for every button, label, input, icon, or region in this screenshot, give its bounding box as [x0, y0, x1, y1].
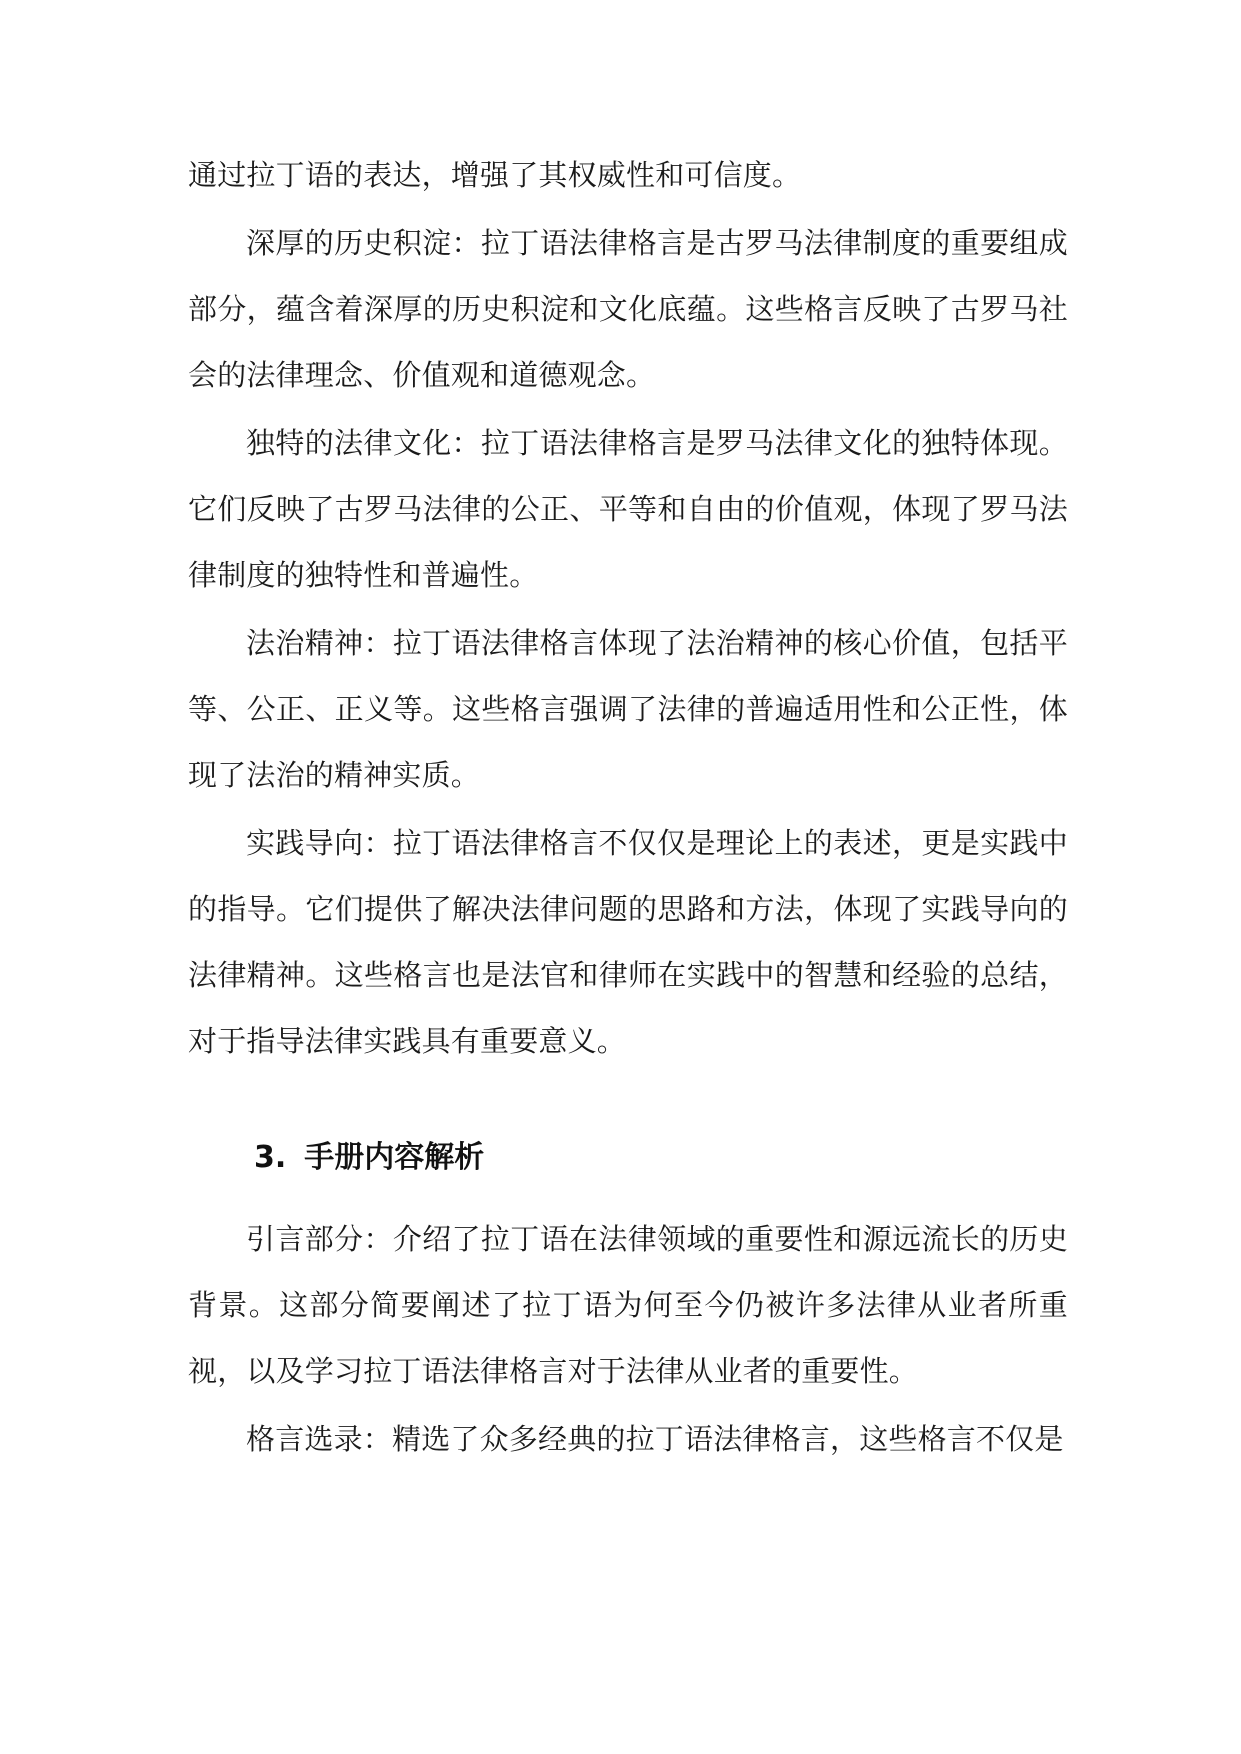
- section-title: 手册内容解析: [304, 1140, 485, 1175]
- section-heading: [188, 1126, 1068, 1190]
- paragraph-historical-accumulation: 深厚的历史积淀：拉丁语法律格言是古罗马法律制度的重要组成部分，蕴含着深厚的历史积淀和文化底蕴。这些格言反映了古罗马社会的法律理念、价值观和道德观念。: [188, 226, 1068, 392]
- paragraph-continued: 通过拉丁语的表达，增强了其权威性和可信度。: [188, 158, 802, 192]
- document-body: [188, 142, 1068, 1474]
- paragraph-selected-maxims: 格言选录：精选了众多经典的拉丁语法律格言，这些格言不仅是: [246, 1422, 1064, 1456]
- paragraph-practice-orientation: 实践导向：拉丁语法律格言不仅仅是理论上的表述，更是实践中的指导。它们提供了解决法律问题的思路和方法，体现了实践导向的法律精神。这些格言也是法官和律师在实践中的智慧和经验的总结，对于指导法律实践具有重要意义。: [188, 826, 1068, 1058]
- section-number: 3.: [254, 1140, 287, 1175]
- paragraph-legal-culture: 独特的法律文化：拉丁语法律格言是罗马法律文化的独特体现。它们反映了古罗马法律的公正、平等和自由的价值观，体现了罗马法律制度的独特性和普遍性。: [188, 426, 1068, 592]
- paragraph-introduction: 引言部分：介绍了拉丁语在法律领域的重要性和源远流长的历史背景。这部分简要阐述了拉丁语为何至今仍被许多法律从业者所重视，以及学习拉丁语法律格言对于法律从业者的重要性。: [188, 1222, 1068, 1388]
- paragraph-rule-of-law: 法治精神：拉丁语法律格言体现了法治精神的核心价值，包括平等、公正、正义等。这些格言强调了法律的普遍适用性和公正性，体现了法治的精神实质。: [188, 626, 1068, 792]
